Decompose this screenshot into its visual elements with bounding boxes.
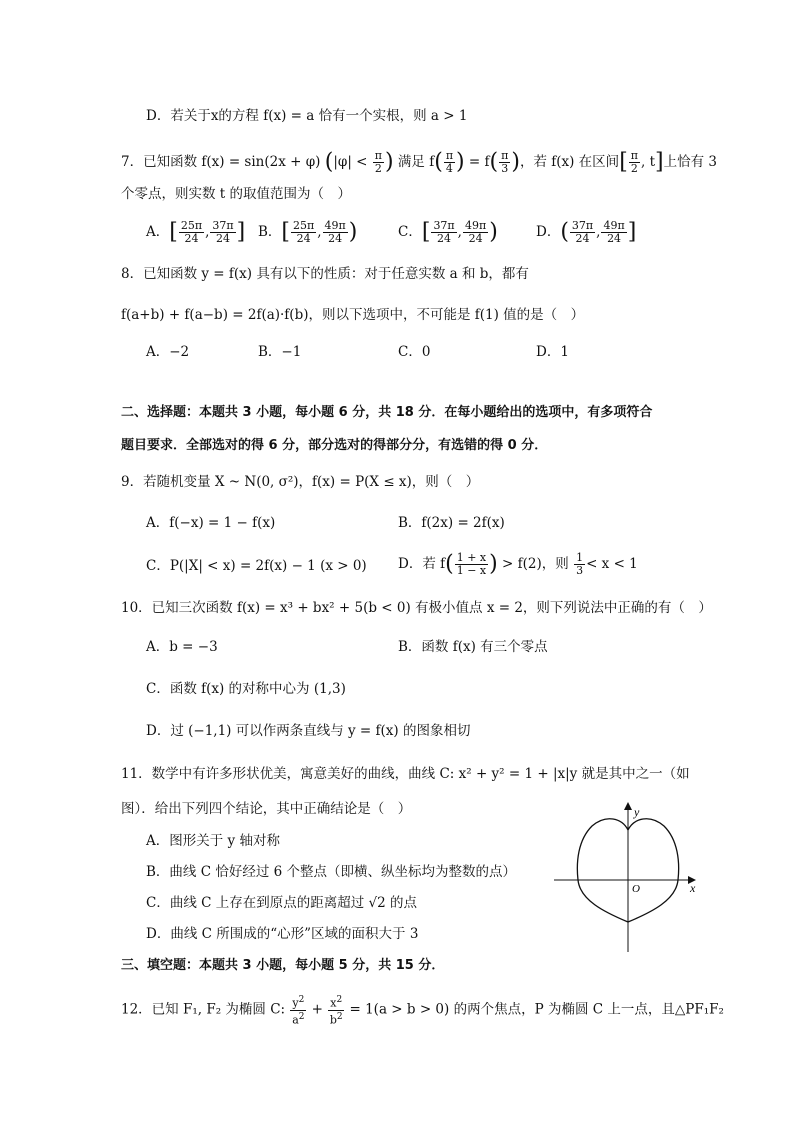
q9-option-d-den: 1 − x (456, 564, 487, 577)
q9-stem: 9．若随机变量 X ~ N(0, σ²)，f(x) = P(X ≤ x)，则（ ） (121, 474, 480, 490)
y-axis-label: y (634, 805, 640, 819)
q7-option-c-den1: 24 (437, 232, 452, 245)
q8-option-d: D．1 (536, 344, 569, 360)
q8-stem-line1: 8．已知函数 y = f(x) 具有以下的性质：对于任意实数 a 和 b，都有 (121, 266, 529, 282)
section3-heading: 三、填空题：本题共 3 小题，每小题 5 分，共 15 分． (121, 958, 445, 973)
q7-option-a-num1: 25π (180, 219, 203, 232)
q7-option-b-den2: 24 (328, 232, 343, 245)
q9-option-d-num: 1 + x (456, 551, 487, 564)
q9-option-b: B．f(2x) = 2f(x) (398, 515, 505, 531)
q7-option-a-close: ] (236, 219, 246, 245)
q7-stem-part1: 7．已知函数 f(x) = sin(2x + φ) (121, 154, 321, 170)
q8-option-b: B．−1 (258, 344, 302, 360)
section2-heading-line2: 题目要求．全部选对的得 6 分，部分选对的得部分分，有选错的得 0 分． (121, 438, 548, 453)
q7-option-d-den2: 24 (607, 232, 622, 245)
q7-stem-line1: 7．已知函数 f(x) = sin(2x + φ) (|φ| < $\frac{\pi}{2}$ ) 满足 f( $\frac{\pi}{4}$ ) = f( $\frac{\pi}{3}$ )，若 f(x) 在区间[ $\frac{\pi}{2}$ , t]上恰有 3 (121, 149, 718, 175)
q7-option-c-close: ) (489, 219, 498, 245)
section2-heading-line1: 二、选择题：本题共 3 小题，每小题 6 分，共 18 分．在每小题给出的选项中，有多项符合 (121, 405, 653, 420)
origin-label: O (632, 883, 640, 895)
q11-option-c: C．曲线 C 上存在到原点的距离超过 √2 的点 (146, 895, 418, 911)
q7-option-b-num2: 49π (324, 219, 346, 232)
q10-option-b: B．函数 f(x) 有三个零点 (398, 639, 548, 655)
q7-option-a-den2: 24 (215, 232, 230, 245)
q10-option-d: D．过 (−1,1) 可以作两条直线与 y = f(x) 的图象相切 (146, 723, 471, 739)
q7-option-b-open: [ (281, 219, 291, 245)
q10-option-c: C．函数 f(x) 的对称中心为 (1,3) (146, 681, 346, 697)
q7-stem-part2: 满足 (397, 154, 425, 170)
q12-stem: 12．已知 F₁, F₂ 为椭圆 C: $\frac{y^2}{a^2}$ + $\frac{x^2}{b^2}$ = 1(a > b > 0) 的两个焦点，P 为椭圆 C 上一点，且△PF₁F₂ (121, 995, 724, 1027)
q7-option-d-label: D． (536, 224, 561, 240)
q7-option-b-label: B． (258, 224, 282, 240)
q12-stem-part1: 12．已知 F₁, F₂ 为椭圆 C: (121, 1001, 286, 1018)
q7-option-d: D．( $\frac{37\pi}{24}$ , $\frac{49\pi}{24}$ ] (536, 219, 637, 245)
heart-curve-figure (552, 800, 702, 955)
q11-option-b: B．曲线 C 恰好经过 6 个整点（即横、纵坐标均为整数的点） (146, 864, 517, 880)
q7-option-c-num1: 37π (433, 219, 455, 232)
q7-option-b: B．[ $\frac{25\pi}{24}$ , $\frac{49\pi}{24}$ ) (258, 219, 358, 245)
q7-option-c-num2: 49π (464, 219, 487, 232)
q12-stem-part2: = 1(a > b > 0) 的两个焦点，P 为椭圆 C 上一点，且△PF₁F₂ (349, 1001, 724, 1018)
q7-option-d-num1: 37π (571, 219, 594, 232)
q9-option-c: C．P(|X| < x) = 2f(x) − 1 (x > 0) (146, 558, 367, 574)
q8-option-c: C．0 (398, 344, 431, 360)
q7-option-a: A．[ $\frac{25\pi}{24}$ , $\frac{37\pi}{24}$ ] (146, 219, 246, 245)
q7-option-a-den1: 24 (184, 232, 199, 245)
q6-option-d: D．若关于x的方程 f(x) = a 恰有一个实根，则 a > 1 (146, 108, 468, 124)
q9-option-d: D．若 f( $\frac{1 + x}{1 - x}$ ) > f(2)，则 $\frac{1}{3}$ < x < 1 (398, 551, 638, 577)
q11-stem-line1: 11．数学中有许多形状优美，寓意美好的曲线，曲线 C: x² + y² = 1 + |x|y 就是其中之一（如 (121, 766, 690, 782)
q9-option-d-part2: > f(2)，则 (502, 556, 569, 572)
q7-option-a-num2: 37π (212, 219, 234, 232)
q7-option-b-num1: 25π (293, 219, 315, 232)
q9-option-d-part3: < x < 1 (586, 556, 638, 572)
x-axis-label: x (690, 881, 696, 895)
q11-option-d: D．曲线 C 所围成的“心形”区域的面积大于 3 (146, 926, 419, 942)
q10-stem: 10．已知三次函数 f(x) = x³ + bx² + 5(b < 0) 有极小值点 x = 2，则下列说法中正确的有（ ） (121, 600, 712, 616)
q7-stem-part4: 上恰有 3 (663, 154, 718, 170)
q7-stem-line2: 个零点，则实数 t 的取值范围为（ ） (121, 186, 352, 202)
q9-option-d-part1: D．若 f (398, 556, 446, 572)
q7-option-c: C．[ $\frac{37\pi}{24}$ , $\frac{49\pi}{24}$ ) (398, 219, 498, 245)
q8-stem-line2: f(a+b) + f(a−b) = 2f(a)·f(b)，则以下选项中，不可能是 f(1) 值的是（ ） (121, 307, 585, 323)
q7-option-d-num2: 49π (603, 219, 625, 232)
q10-option-a: A．b = −3 (146, 639, 218, 655)
q7-option-c-den2: 24 (468, 232, 483, 245)
q8-option-a: A．−2 (146, 344, 190, 360)
q7-option-a-open: [ (169, 219, 178, 245)
q11-option-a: A．图形关于 y 轴对称 (146, 833, 280, 849)
q7-option-d-open: ( (560, 219, 569, 245)
q7-option-c-label: C． (398, 224, 422, 240)
q9-option-a: A．f(−x) = 1 − f(x) (146, 515, 276, 531)
q7-option-d-close: ] (627, 219, 637, 245)
q11-stem-line2: 图）．给出下列四个结论，其中正确结论是（ ） (121, 801, 412, 817)
q7-option-b-den1: 24 (296, 232, 311, 245)
q7-option-b-close: ) (348, 219, 358, 245)
q7-stem-part3: ，若 f(x) 在区间 (519, 154, 620, 170)
q7-option-d-den1: 24 (575, 232, 590, 245)
q7-option-c-open: [ (421, 219, 431, 245)
q7-option-a-label: A． (146, 224, 170, 240)
